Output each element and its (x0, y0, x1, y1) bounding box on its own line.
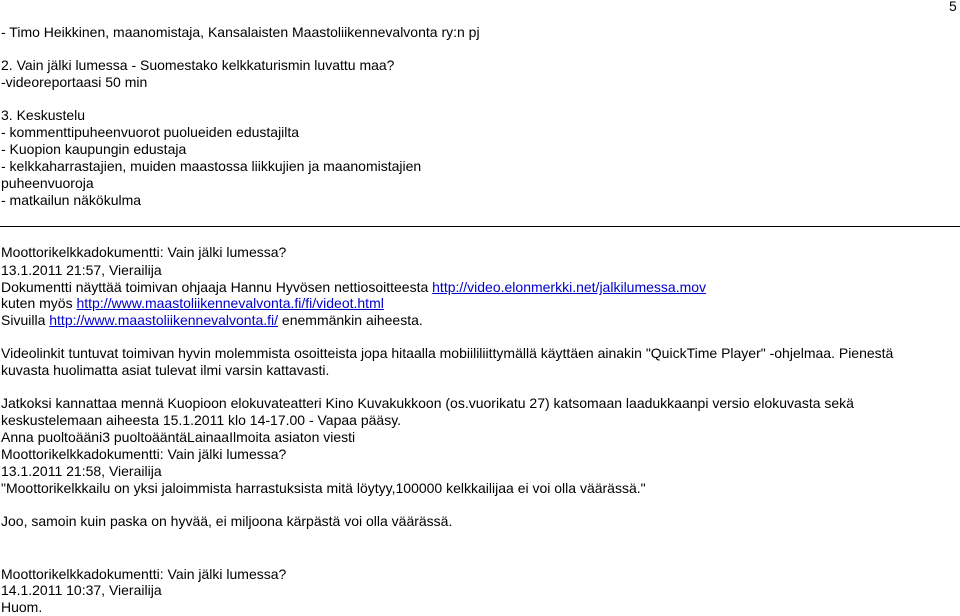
agenda-line: puheenvuoroja (1, 175, 94, 191)
video-link-elonmerkki[interactable]: http://video.elonmerkki.net/jalkilumessa.mov (432, 279, 707, 295)
comment-topic: Moottorikelkkadokumentti: Vain jälki lumessa? (1, 244, 287, 260)
comment-meta: 13.1.2011 21:58, Vierailija (1, 463, 162, 479)
agenda-line: -videoreportaasi 50 min (1, 74, 148, 90)
comment-text-line (1, 295, 384, 312)
comment-topic: Moottorikelkkadokumentti: Vain jälki lumessa? (1, 566, 287, 582)
agenda-heading: 2. Vain jälki lumessa - Suomestako kelkkaturismin luvattu maa? (1, 57, 395, 73)
page-number: 5 (949, 0, 957, 14)
agenda-heading: 3. Keskustelu (1, 107, 86, 123)
comment-quote: "Moottorikelkkailu on yksi jaloimmista harrastuksista mitä löytyy,100000 kelkkailijaa ei voi olla väärässä." (1, 480, 646, 496)
comment-text: Huom. (1, 599, 43, 615)
agenda-line: - matkailun näkökulma (1, 192, 142, 208)
comment-text-line (1, 279, 706, 296)
agenda-line: - kommenttipuheenvuorot puolueiden edustajilta (1, 124, 300, 140)
agenda-line: - Timo Heikkinen, maanomistaja, Kansalaisten Maastoliikennevalvonta ry:n pj (1, 24, 480, 40)
site-link-maastoliikennevalvonta[interactable]: http://www.maastoliikennevalvonta.fi/ (49, 312, 279, 328)
comment-paragraph-line: Videolinkit tuntuvat toimivan hyvin molemmista osoitteista jopa hitaalla mobiililiittymällä käyttäen ainakin "QuickTime Player" -ohjelmaa. Pienestä (1, 345, 894, 361)
comment-topic: Moottorikelkkadokumentti: Vain jälki lumessa? (1, 446, 287, 462)
agenda-line: - Kuopion kaupungin edustaja (1, 141, 187, 157)
agenda-line: - kelkkaharrastajien, muiden maastossa liikkujien ja maanomistajien (1, 158, 422, 174)
video-link-maastoliikennevalvonta[interactable]: http://www.maastoliikennevalvonta.fi/fi/videot.html (76, 295, 384, 311)
comment-text: enemmänkin aiheesta. (278, 312, 423, 328)
comment-text: Dokumentti näyttää toimivan ohjaaja Hannu Hyvösen nettiosoitteesta (1, 279, 433, 295)
comment-text-line (1, 312, 423, 329)
horizontal-divider (0, 226, 960, 227)
comment-text: kuten myös (1, 295, 77, 311)
comment-text: Sivuilla (1, 312, 50, 328)
comment-reply: Joo, samoin kuin paska on hyvää, ei miljoona kärpästä voi olla väärässä. (1, 513, 453, 529)
comment-paragraph-line: keskustelemaan aiheesta 15.1.2011 klo 14-17.00 - Vapaa pääsy. (1, 412, 402, 428)
comment-paragraph-line: kuvasta huolimatta asiat tulevat ilmi varsin kattavasti. (1, 362, 330, 378)
comment-meta: 14.1.2011 10:37, Vierailija (1, 582, 162, 598)
comment-meta: 13.1.2011 21:57, Vierailija (1, 262, 162, 278)
comment-paragraph-line: Jatkoksi kannattaa mennä Kuopioon elokuvateatteri Kino Kuvakukkoon (os.vuorikatu 27) katsomaan laadukkaanpi versio elokuvasta sekä (1, 395, 854, 411)
comment-rating-bar: Anna puoltoääni3 puoltoääntäLainaaIlmoita asiaton viesti (1, 429, 356, 445)
